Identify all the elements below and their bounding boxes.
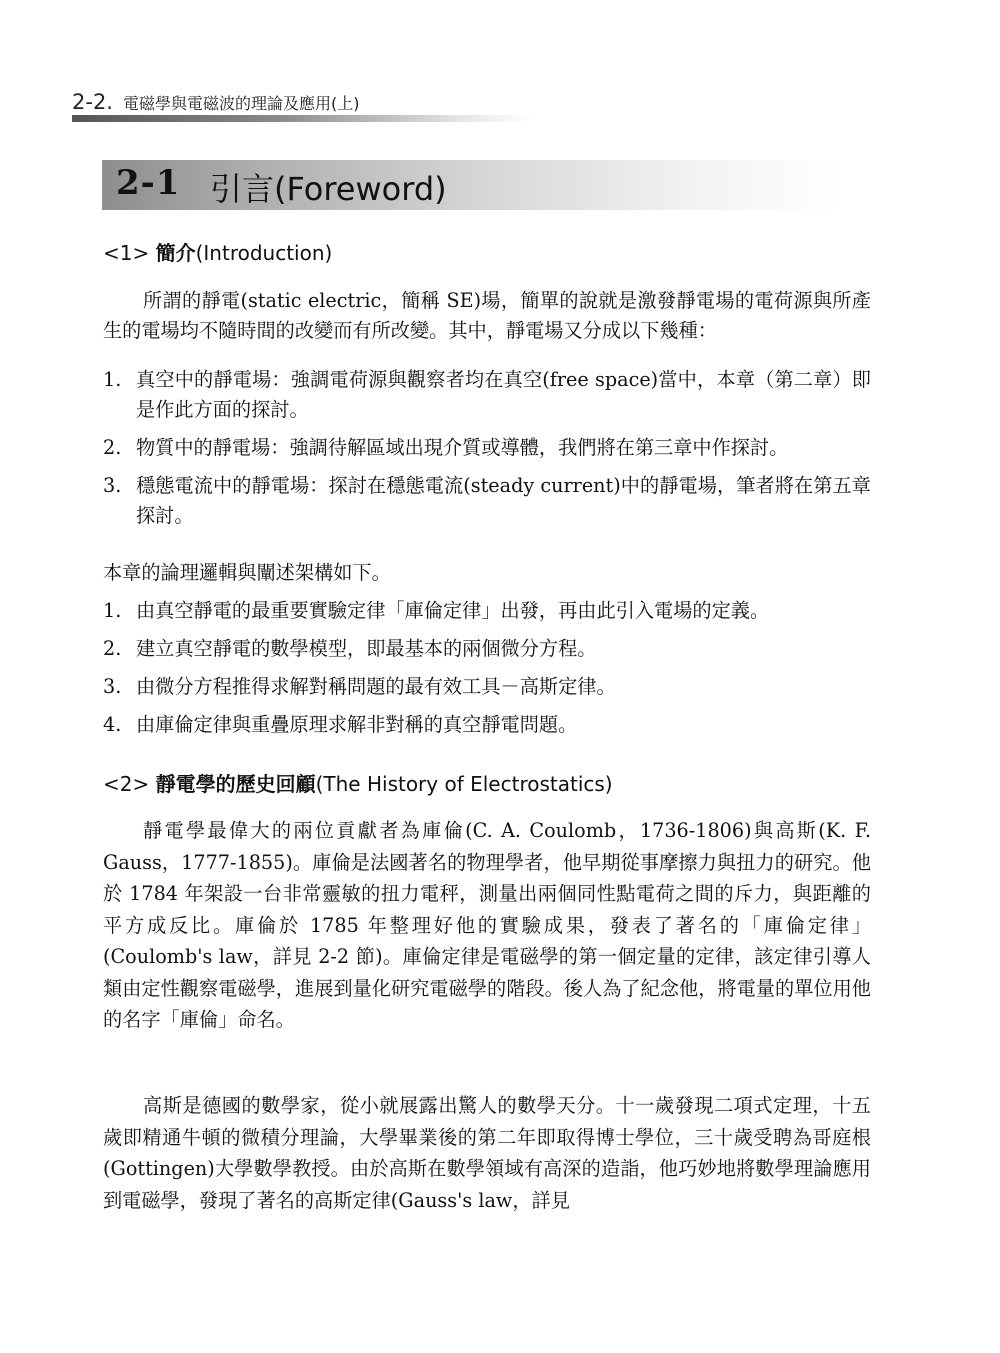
- section-number: 2-1: [116, 163, 181, 203]
- book-title: 電磁學與電磁波的理論及應用(上): [122, 94, 360, 113]
- list-text: 由庫倫定律與重疊原理求解非對稱的真空靜電問題。: [136, 713, 578, 736]
- intro-paragraph: 所謂的靜電(static electric，簡稱 SE)場，簡單的說就是激發靜電場的電荷源與所產生的電場均不隨時間的改變而有所改變。其中，靜電場又分成以下幾種：: [103, 289, 871, 342]
- list-item: [103, 672, 871, 702]
- subsection-heading-introduction: [103, 237, 332, 266]
- field-types-list: [103, 365, 871, 539]
- structure-intro-line: 本章的論理邏輯與闡述架構如下。: [103, 561, 391, 584]
- list-number: 2.: [103, 637, 122, 660]
- history-paragraph-coulomb: 靜電學最偉大的兩位貢獻者為庫倫(C. A. Coulomb，1736-1806)與高斯(K. F. Gauss，1777-1855)。庫倫是法國著名的物理學者，他早期從事摩擦力與扭力的研究。他於 1784 年架設一台非常靈敏的扭力電秤，測量出兩個同性點電荷之間的斥力，與距離的平方成反比。庫倫於 1785 年整理好他的實驗成果，發表了著名的「庫倫定律」(Coulomb's law，詳見 2-2 節)。庫倫定律是電磁學的第一個定量的定律，該定律引導人類由定性觀察電磁學，進展到量化研究電磁學的階段。後人為了紀念他，將電量的單位用他的名字「庫倫」命名。: [103, 819, 871, 1031]
- list-number: 3.: [103, 474, 122, 497]
- running-header-text: [72, 90, 359, 114]
- chapter-structure-list: [103, 596, 871, 748]
- history-paragraph-gauss: 高斯是德國的數學家，從小就展露出驚人的數學天分。十一歲發現二項式定理，十五歲即精通牛頓的微積分理論，大學畢業後的第二年即取得博士學位，三十歲受聘為哥庭根(Gottingen)大學數學教授。由於高斯在數學領域有高深的造詣，他巧妙地將數學理論應用到電磁學，發現了著名的高斯定律(Gauss's law，詳見: [103, 1094, 871, 1212]
- list-text: 建立真空靜電的數學模型，即最基本的兩個微分方程。: [136, 637, 597, 660]
- subsection-marker: <1>: [103, 241, 150, 265]
- list-number: 1.: [103, 368, 122, 391]
- header-rule: [72, 115, 532, 122]
- subsection-title-zh: 靜電學的歷史回顧: [155, 772, 316, 796]
- running-header: [72, 86, 532, 122]
- subsection-title-zh: 簡介: [155, 241, 196, 265]
- list-item: [103, 471, 871, 531]
- list-text: 由微分方程推得求解對稱問題的最有效工具－高斯定律。: [136, 675, 616, 698]
- section-title: 引言(Foreword): [210, 170, 447, 208]
- subsection-marker: <2>: [103, 772, 150, 796]
- list-number: 2.: [103, 436, 122, 459]
- list-item: [103, 433, 871, 463]
- list-number: 3.: [103, 675, 122, 698]
- list-text: 真空中的靜電場：強調電荷源與觀察者均在真空(free space)當中，本章（第二章）即是作此方面的探討。: [136, 368, 871, 421]
- list-text: 由真空靜電的最重要實驗定律「庫倫定律」出發，再由此引入電場的定義。: [136, 599, 770, 622]
- list-item: [103, 596, 871, 626]
- section-banner: [102, 160, 838, 210]
- list-item: [103, 365, 871, 425]
- list-number: 1.: [103, 599, 122, 622]
- list-item: [103, 710, 871, 740]
- subsection-title-en: (Introduction): [195, 241, 333, 265]
- subsection-title-en: (The History of Electrostatics): [315, 772, 613, 796]
- list-text: 物質中的靜電場：強調待解區域出現介質或導體，我們將在第三章中作探討。: [136, 436, 789, 459]
- list-text: 穩態電流中的靜電場：探討在穩態電流(steady current)中的靜電場，筆者將在第五章探討。: [136, 474, 871, 527]
- subsection-heading-history: [103, 768, 613, 797]
- page-number: 2-2.: [72, 90, 113, 114]
- list-number: 4.: [103, 713, 122, 736]
- list-item: [103, 634, 871, 664]
